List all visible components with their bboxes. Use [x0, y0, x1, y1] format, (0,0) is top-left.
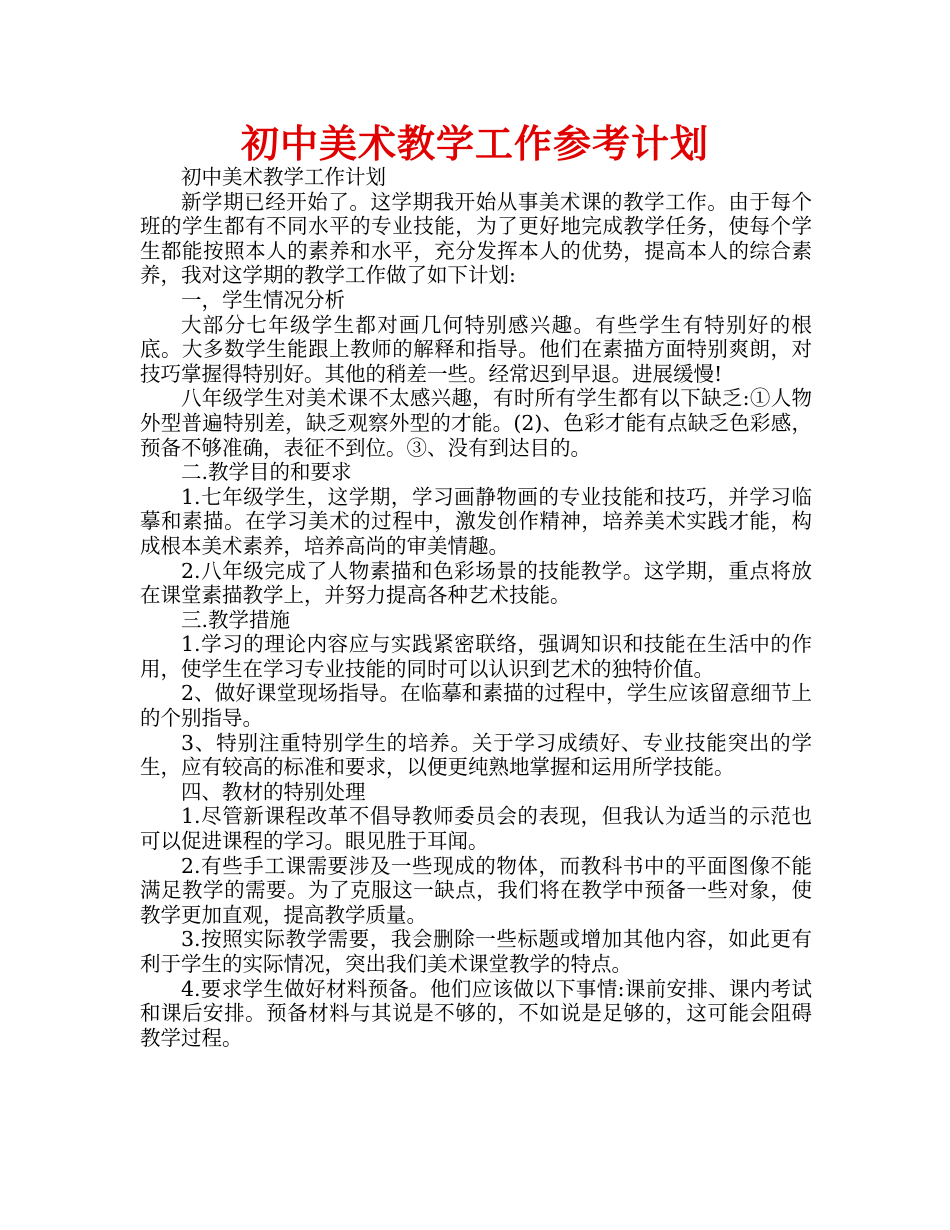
body-paragraph: 2、做好课堂现场指导。在临摹和素描的过程中，学生应该留意细节上的个别指导。	[140, 681, 812, 731]
intro-paragraph: 新学期已经开始了。这学期我开始从事美术课的教学工作。由于每个班的学生都有不同水平的专业技能，为了更好地完成教学任务，使每个学生都能按照本人的素养和水平，充分发挥本人的优势，提高本人的综合素养，我对这学期的教学工作做了如下计划:	[140, 189, 812, 288]
document-title: 初中美术教学工作参考计划	[240, 122, 709, 166]
body-paragraph: 1.尽管新课程改革不倡导教师委员会的表现，但我认为适当的示范也可以促进课程的学习。眼见胜于耳闻。	[140, 804, 812, 854]
body-paragraph: 大部分七年级学生都对画几何特别感兴趣。有些学生有特别好的根底。大多数学生能跟上教师的解释和指导。他们在素描方面特别爽朗，对技巧掌握得特别好。其他的稍差一些。经常迟到早退。进展缓慢!	[140, 312, 812, 386]
subtitle-paragraph: 初中美术教学工作计划	[181, 165, 386, 189]
document-body	[140, 165, 812, 1050]
body-paragraph: 八年级学生对美术课不太感兴趣，有时所有学生都有以下缺乏:①人物外型普遍特别差，缺乏观察外型的才能。(2)、色彩才能有点缺乏色彩感，预备不够准确，表征不到位。③、没有到达目的。	[140, 386, 812, 460]
body-paragraph: 2.有些手工课需要涉及一些现成的物体，而教科书中的平面图像不能满足教学的需要。为了克服这一缺点，我们将在教学中预备一些对象，使教学更加直观，提高教学质量。	[140, 853, 812, 927]
body-paragraph: 2.八年级完成了人物素描和色彩场景的技能教学。这学期，重点将放在课堂素描教学上，并努力提高各种艺术技能。	[140, 558, 812, 608]
body-paragraph: 1.七年级学生，这学期，学习画静物画的专业技能和技巧，并学习临摹和素描。在学习美术的过程中，激发创作精神，培养美术实践才能，构成根本美术素养，培养高尚的审美情趣。	[140, 484, 812, 558]
body-paragraph: 4.要求学生做好材料预备。他们应该做以下事情:课前安排、课内考试和课后安排。预备材料与其说是不够的，不如说是足够的，这可能会阻碍教学过程。	[140, 976, 812, 1050]
body-paragraph: 3、特别注重特别学生的培养。关于学习成绩好、专业技能突出的学生，应有较高的标准和要求，以便更纯熟地掌握和运用所学技能。	[140, 730, 812, 780]
section-heading-measures: 三.教学措施	[181, 607, 291, 632]
body-paragraph: 3.按照实际教学需要，我会删除一些标题或增加其他内容，如此更有利于学生的实际情况，突出我们美术课堂教学的特点。	[140, 927, 812, 976]
body-paragraph: 1.学习的理论内容应与实践紧密联络，强调知识和技能在生活中的作用，使学生在学习专业技能的同时可以认识到艺术的独特价值。	[140, 632, 812, 681]
section-heading-materials: 四、教材的特别处理	[181, 779, 366, 804]
section-heading-goals: 二.教学目的和要求	[181, 460, 352, 485]
section-heading-student-analysis: 一，学生情况分析	[181, 287, 345, 312]
